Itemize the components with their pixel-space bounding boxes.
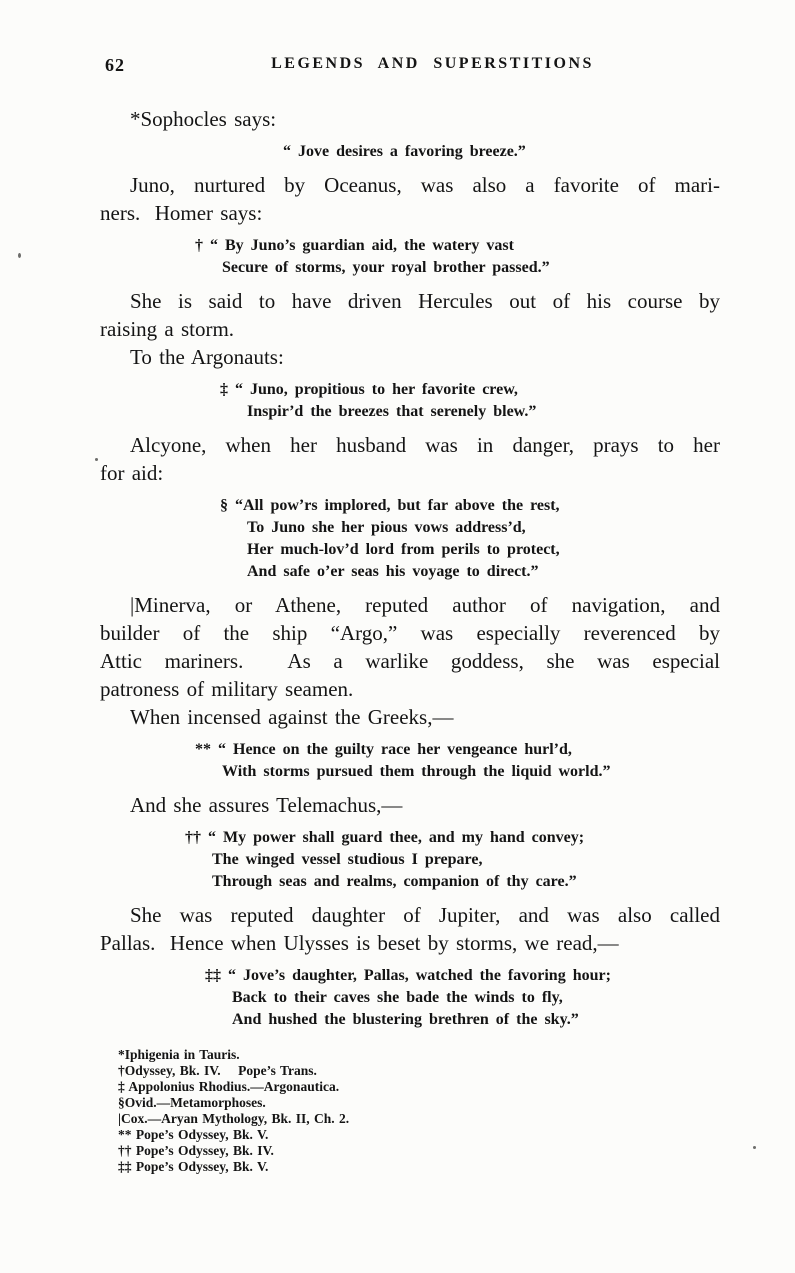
quote-line: And hushed the blustering brethren of the sky.” [232,1011,579,1028]
quote-line: And safe o’er seas his voyage to direct.” [247,563,539,580]
quote-line: Back to their caves she bade the winds to fly, [232,989,563,1006]
footnotes-line: §Ovid.—Metamorphoses. [118,1095,266,1110]
paragraph-line: Alcyone, when her husband was in danger, prays to her [130,433,720,457]
quote-line: Inspir’d the breezes that serenely blew.” [247,403,537,420]
paragraph-line: ners. Homer says: [100,201,263,225]
quote-line: ‡ “ Juno, propitious to her favorite crew, [220,381,518,398]
paragraph-line: |Minerva, or Athene, reputed author of navigation, and [130,593,720,617]
quote-line: ** “ Hence on the guilty race her vengeance hurl’d, [195,741,572,758]
quote-line: ‡‡ “ Jove’s daughter, Pallas, watched the favoring hour; [205,967,611,984]
paragraph-line: Attic mariners. As a warlike goddess, she was especial [100,649,720,673]
quote-line: The winged vessel studious I prepare, [212,851,483,868]
scan-speck [753,1146,756,1149]
quote-line: Her much-lov’d lord from perils to protect, [247,541,560,558]
footnotes-line: ‡ Appolonius Rhodius.—Argonautica. [118,1079,340,1094]
paragraph-line: She is said to have driven Hercules out of his course by [130,289,720,313]
quote-block [195,739,720,783]
paragraph-block [100,105,720,133]
quote-line: With storms pursued them through the liquid world.” [222,763,611,780]
quote-block [220,379,720,423]
paragraph-block [100,791,720,819]
paragraph-line: Juno, nurtured by Oceanus, was also a favorite of mari- [130,173,720,197]
quote-block [283,141,720,163]
footnotes-line: ‡‡ Pope’s Odyssey, Bk. V. [118,1159,269,1174]
paragraph-block [100,431,720,487]
paragraph-line: raising a storm. [100,317,235,341]
paragraph-line: When incensed against the Greeks,— [130,705,454,729]
running-head [100,55,720,79]
footnotes-line: ** Pope’s Odyssey, Bk. V. [118,1127,269,1142]
quote-line: †† “ My power shall guard thee, and my hand convey; [185,829,585,846]
paragraph-line: Pallas. Hence when Ulysses is beset by storms, we read,— [100,931,619,955]
quote-block [195,235,720,279]
paragraph-line: To the Argonauts: [130,345,284,369]
paragraph-line: builder of the ship “Argo,” was especially reverenced by [100,621,720,645]
paragraph-line: for aid: [100,461,164,485]
paragraph-block [100,287,720,343]
running-title: LEGENDS AND SUPERSTITIONS [271,55,594,72]
quote-line: † “ By Juno’s guardian aid, the watery vast [195,237,514,254]
quote-line: To Juno she her pious vows address’d, [247,519,526,536]
paragraph-line: *Sophocles says: [130,107,277,131]
quote-block [185,827,720,893]
quote-line: Secure of storms, your royal brother passed.” [222,259,550,276]
scan-speck [95,458,98,461]
paragraph-line: And she assures Telemachus,— [130,793,403,817]
page-body [100,105,720,1175]
quote-block [220,495,720,583]
footnotes-line: *Iphigenia in Tauris. [118,1047,240,1062]
quote-line: Through seas and realms, companion of thy care.” [212,873,577,890]
footnotes-line: |Cox.—Aryan Mythology, Bk. II, Ch. 2. [118,1111,350,1126]
paragraph-block [100,591,720,703]
paragraph-block [100,703,720,731]
footnotes-line: †† Pope’s Odyssey, Bk. IV. [118,1143,274,1158]
footnotes-block [118,1047,720,1175]
paragraph-block [100,171,720,227]
quote-line: § “All pow’rs implored, but far above the rest, [220,497,560,514]
paragraph-block [100,343,720,371]
quote-block [205,965,720,1031]
paragraph-line: patroness of military seamen. [100,677,354,701]
page-number: 62 [105,55,125,75]
footnotes-line: †Odyssey, Bk. IV. Pope’s Trans. [118,1063,317,1078]
scan-speck [18,253,21,258]
quote-line: “ Jove desires a favoring breeze.” [283,143,526,160]
paragraph-line: She was reputed daughter of Jupiter, and was also called [130,903,720,927]
paragraph-block [100,901,720,957]
